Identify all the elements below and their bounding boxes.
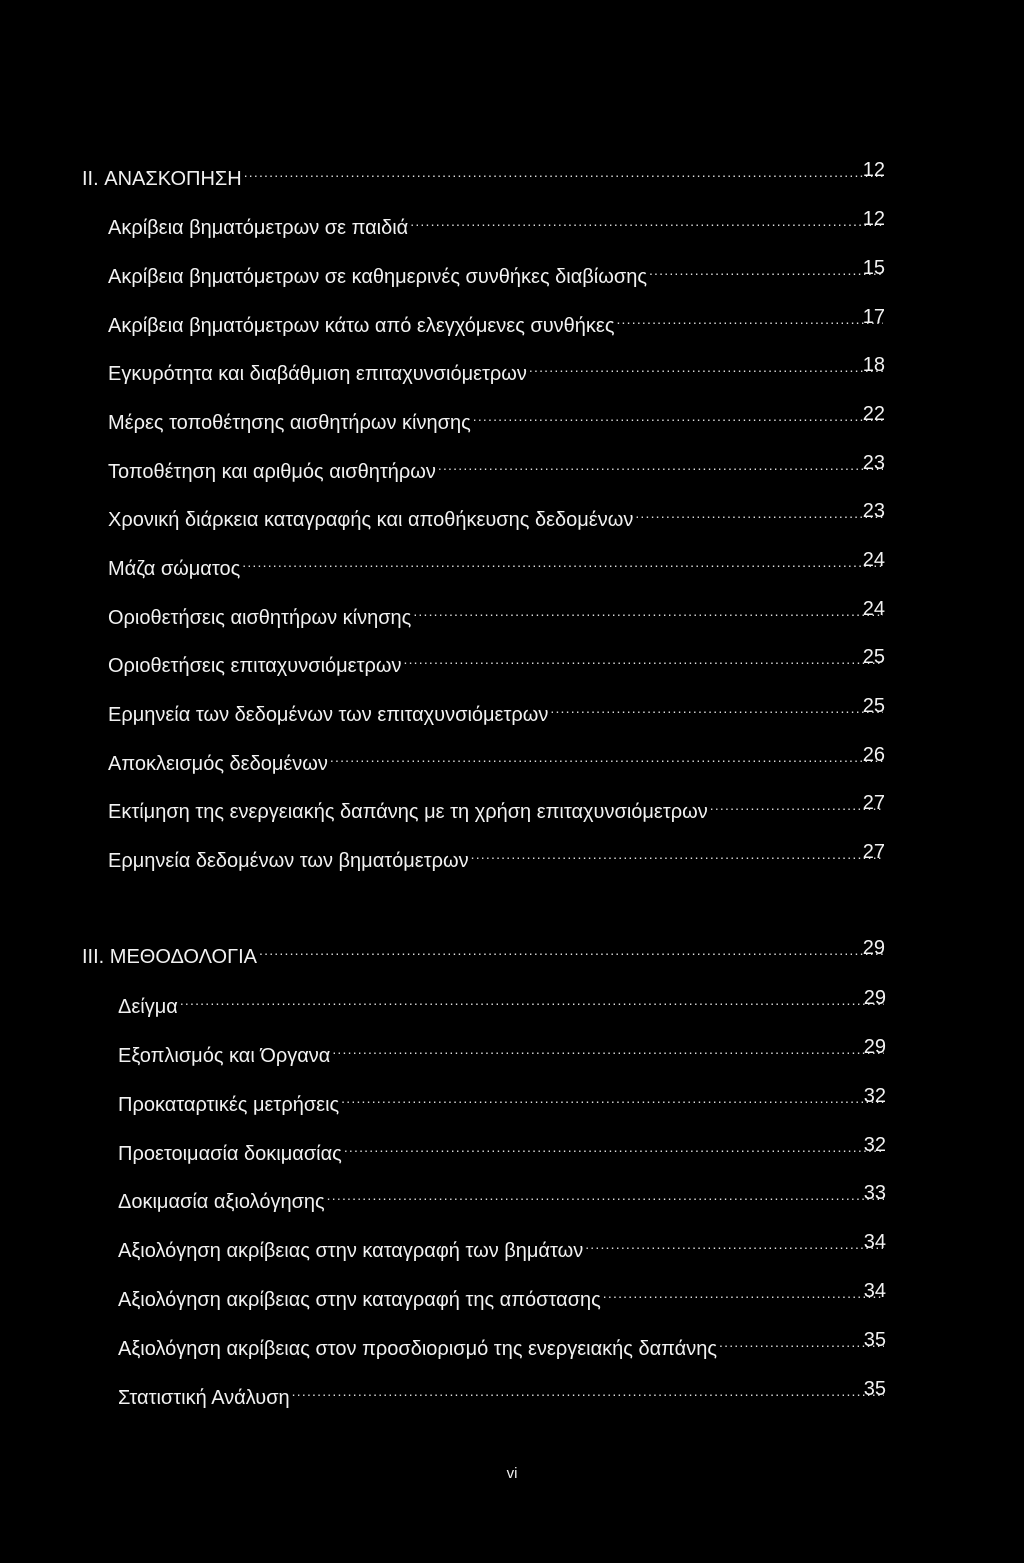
toc-page-number: 25 bbox=[862, 646, 885, 668]
toc-entry-label: Αξιολόγηση ακρίβειας στον προσδιορισμό της ενεργειακής δαπάνης bbox=[118, 1338, 718, 1360]
toc-entry[interactable] bbox=[118, 1130, 886, 1165]
toc-entry-label: Ακρίβεια βηματόμετρων σε καθημερινές συνθήκες διαβίωσης bbox=[108, 266, 647, 288]
toc-leader bbox=[410, 204, 883, 234]
toc-entry-label: Αξιολόγηση ακρίβειας στην καταγραφή των βημάτων bbox=[118, 1240, 584, 1262]
toc-heading-ii[interactable] bbox=[82, 155, 885, 190]
toc-entry[interactable] bbox=[108, 594, 885, 629]
toc-entry-label: Εκτίμηση της ενεργειακής δαπάνης με τη χρήση επιταχυνσιόμετρων bbox=[108, 801, 708, 823]
toc-entry[interactable] bbox=[118, 983, 886, 1018]
toc-leader bbox=[529, 350, 883, 380]
toc-page-number: 26 bbox=[862, 744, 885, 766]
toc-entry-label: Ακρίβεια βηματόμετρων σε παιδιά bbox=[108, 217, 409, 239]
toc-entry-label: Στατιστική Ανάλυση bbox=[118, 1387, 290, 1409]
toc-entry[interactable] bbox=[118, 1325, 886, 1360]
toc-page-number: 27 bbox=[862, 841, 885, 863]
toc-leader bbox=[438, 448, 883, 478]
toc-entry-label: Προκαταρτικές μετρήσεις bbox=[118, 1094, 340, 1116]
toc-leader bbox=[332, 1032, 884, 1062]
toc-entry[interactable] bbox=[108, 448, 885, 483]
toc-page-number: 29 bbox=[863, 1036, 886, 1058]
toc-leader bbox=[603, 1276, 884, 1306]
toc-entry[interactable] bbox=[108, 350, 885, 385]
toc-heading-iii[interactable] bbox=[82, 933, 885, 968]
toc-leader bbox=[473, 399, 883, 429]
toc-leader bbox=[180, 983, 884, 1013]
toc-page-number: 34 bbox=[863, 1280, 886, 1302]
toc-entry[interactable] bbox=[118, 1081, 886, 1116]
toc-entry[interactable] bbox=[108, 691, 885, 726]
toc-page-number: 12 bbox=[862, 159, 885, 181]
toc-entry[interactable] bbox=[118, 1178, 886, 1213]
toc-entry-label: Ερμηνεία δεδομένων των βηματόμετρων bbox=[108, 850, 469, 872]
toc-leader bbox=[413, 594, 883, 624]
toc-page-number: 34 bbox=[863, 1231, 886, 1253]
toc-leader bbox=[242, 545, 883, 575]
toc-page-number: 24 bbox=[862, 549, 885, 571]
toc-leader bbox=[292, 1374, 884, 1404]
toc-leader bbox=[259, 933, 883, 963]
toc-page-number: 33 bbox=[863, 1182, 886, 1204]
toc-entry-label: Μέρες τοποθέτησης αισθητήρων κίνησης bbox=[108, 412, 471, 434]
toc-leader bbox=[585, 1227, 884, 1257]
toc-entry-label: Προετοιμασία δοκιμασίας bbox=[118, 1143, 342, 1165]
toc-entry[interactable] bbox=[118, 1374, 886, 1409]
toc-leader bbox=[330, 740, 883, 770]
toc-heading-label: II. ΑΝΑΣΚΟΠΗΣΗ bbox=[82, 168, 242, 190]
toc-entry-label: Αποκλεισμός δεδομένων bbox=[108, 753, 328, 775]
toc-leader bbox=[471, 837, 883, 867]
toc-entry-label: Δείγμα bbox=[118, 996, 178, 1018]
toc-leader bbox=[244, 155, 883, 185]
toc-heading-label: III. ΜΕΘΟΔΟΛΟΓΙΑ bbox=[82, 946, 258, 968]
toc-entry[interactable] bbox=[108, 740, 885, 775]
toc-entry[interactable] bbox=[108, 204, 885, 239]
toc-leader bbox=[341, 1081, 884, 1111]
toc-entry-label: Αξιολόγηση ακρίβειας στην καταγραφή της απόστασης bbox=[118, 1289, 601, 1311]
toc-page-number: 23 bbox=[862, 452, 885, 474]
toc-entry[interactable] bbox=[118, 1227, 886, 1262]
toc-entry-label: Εξοπλισμός και Όργανα bbox=[118, 1045, 331, 1067]
toc-entry[interactable] bbox=[108, 642, 885, 677]
toc-leader bbox=[327, 1178, 884, 1208]
toc-entry-label: Ακρίβεια βηματόμετρων κάτω από ελεγχόμενες συνθήκες bbox=[108, 315, 615, 337]
toc-page-number: 32 bbox=[863, 1085, 886, 1107]
toc-entry[interactable] bbox=[108, 496, 885, 531]
toc-page-number: 29 bbox=[863, 987, 886, 1009]
toc-entry-label: Εγκυρότητα και διαβάθμιση επιταχυνσιόμετρων bbox=[108, 363, 527, 385]
toc-leader bbox=[344, 1130, 884, 1160]
toc-page-number: 18 bbox=[862, 354, 885, 376]
toc-page-number: 25 bbox=[862, 695, 885, 717]
toc-entry[interactable] bbox=[108, 837, 885, 872]
toc-page-number: 35 bbox=[863, 1329, 886, 1351]
toc-entry-label: Οριοθετήσεις αισθητήρων κίνησης bbox=[108, 607, 412, 629]
toc-page-number: 15 bbox=[862, 257, 885, 279]
toc-entry-label: Δοκιμασία αξιολόγησης bbox=[118, 1191, 325, 1213]
toc-page-number: 35 bbox=[863, 1378, 886, 1400]
toc-entry[interactable] bbox=[108, 788, 885, 823]
toc-entry[interactable] bbox=[108, 302, 885, 337]
page-number-footer: vi bbox=[506, 1465, 518, 1482]
toc-page-number: 23 bbox=[862, 500, 885, 522]
toc-entry[interactable] bbox=[108, 399, 885, 434]
toc-page-number: 24 bbox=[862, 598, 885, 620]
toc-entry-label: Οριοθετήσεις επιταχυνσιόμετρων bbox=[108, 655, 402, 677]
toc-leader bbox=[403, 642, 883, 672]
toc-entry[interactable] bbox=[118, 1276, 886, 1311]
toc-entry-label: Ερμηνεία των δεδομένων των επιταχυνσιόμετρων bbox=[108, 704, 549, 726]
toc-leader bbox=[616, 302, 883, 332]
toc-entry[interactable] bbox=[108, 253, 885, 288]
toc-page-number: 12 bbox=[862, 208, 885, 230]
toc-entry-label: Τοποθέτηση και αριθμός αισθητήρων bbox=[108, 461, 436, 483]
toc-page-number: 17 bbox=[862, 306, 885, 328]
toc-page-number: 27 bbox=[862, 792, 885, 814]
toc-entry-label: Χρονική διάρκεια καταγραφής και αποθήκευσης δεδομένων bbox=[108, 509, 634, 531]
toc-leader bbox=[550, 691, 883, 721]
toc-page-number: 29 bbox=[862, 937, 885, 959]
toc-page-number: 32 bbox=[863, 1134, 886, 1156]
toc-entry-label: Μάζα σώματος bbox=[108, 558, 241, 580]
toc-page-number: 22 bbox=[862, 403, 885, 425]
toc-entry[interactable] bbox=[118, 1032, 886, 1067]
toc-entry[interactable] bbox=[108, 545, 885, 580]
